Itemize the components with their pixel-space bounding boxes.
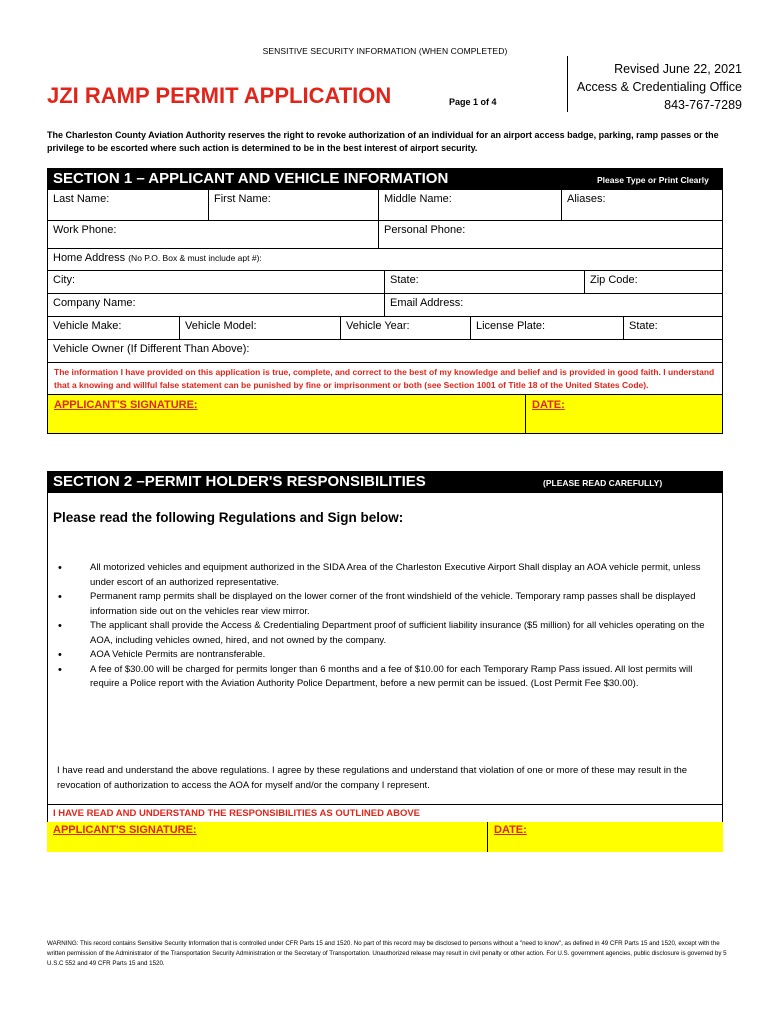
applicant-form bbox=[47, 190, 723, 434]
home-address-label: Home Address bbox=[53, 252, 126, 264]
email-field[interactable] bbox=[385, 294, 722, 316]
license-plate-field[interactable] bbox=[471, 317, 624, 339]
home-address-note: (No P.O. Box & must include apt #): bbox=[128, 253, 262, 263]
vehicle-year-field[interactable] bbox=[341, 317, 471, 339]
personal-phone-field[interactable] bbox=[379, 221, 722, 248]
office-name: Access & Credentialing Office bbox=[576, 80, 742, 94]
regulations-list bbox=[56, 561, 716, 692]
city-label: City: bbox=[53, 274, 75, 286]
sensitive-info-warning: WARNING: This record contains Sensitive Security Information that is controlled under CFR Parts 15 and 1520. No part of this record may be disclosed to persons without a "need to know", as defined in 49 CFR Parts 15 and 1520, except with the written permission of the Administrator of the Transportation Security Administration or the Secretary of Transportation. Unauthorized release may result in civil penalty or other action. For U.S. government agencies, public disclosure is governed by 5 U.S.C 552 and 49 CFR Parts 15 and 1520. bbox=[47, 940, 727, 967]
list-item: • A fee of $30.00 will be charged for permits longer than 6 months and a fee of $10.00 for each Temporary Ramp Pass issued. All lost permits will require a Police report with the Aviation Authority Police Department, before a new permit can be issued. (Lost Permit Fee $30.00). bbox=[56, 663, 716, 692]
certification-statement: The information I have provided on this application is true, complete, and correct to the best of my knowledge and belief and is provided in good faith. I understand that a knowing and willful false statement can be punished by fine or imprisonment or both (see Section 1001 of Title 18 of the United States Code). bbox=[48, 363, 722, 395]
section-1-title: SECTION 1 – APPLICANT AND VEHICLE INFORMATION bbox=[53, 170, 449, 187]
vehicle-owner-field[interactable] bbox=[48, 340, 722, 362]
state-label: State: bbox=[390, 274, 419, 286]
form-title: JZI RAMP PERMIT APPLICATION bbox=[47, 83, 392, 108]
plate-state-label: State: bbox=[629, 320, 658, 332]
signature-row bbox=[47, 822, 723, 852]
vehicle-year-label: Vehicle Year: bbox=[346, 320, 410, 332]
section-1-header bbox=[47, 168, 723, 190]
aliases-field[interactable] bbox=[562, 190, 722, 220]
license-plate-label: License Plate: bbox=[476, 320, 546, 332]
office-phone: 843-767-7289 bbox=[664, 98, 742, 112]
revision-date: Revised June 22, 2021 bbox=[614, 62, 742, 76]
city-field[interactable] bbox=[48, 271, 385, 293]
first-name-field[interactable] bbox=[209, 190, 379, 220]
page-number: Page 1 of 4 bbox=[449, 97, 497, 107]
aliases-label: Aliases: bbox=[567, 193, 606, 205]
middle-name-label: Middle Name: bbox=[384, 193, 452, 205]
acknowledgement-block bbox=[47, 804, 723, 852]
applicant-signature-field[interactable]: APPLICANT'S SIGNATURE: bbox=[48, 395, 526, 433]
home-address-field[interactable] bbox=[48, 249, 722, 270]
personal-phone-label: Personal Phone: bbox=[384, 224, 466, 236]
state-field[interactable] bbox=[385, 271, 585, 293]
list-item: • Permanent ramp permits shall be displayed on the lower corner of the front windshield of the vehicle. Temporary ramp passes shall be displayed information side out on the vehicles rear view mirror. bbox=[56, 590, 716, 619]
vehicle-model-label: Vehicle Model: bbox=[185, 320, 257, 332]
acknowledgement-text: I HAVE READ AND UNDERSTAND THE RESPONSIBILITIES AS OUTLINED ABOVE bbox=[53, 808, 421, 819]
list-item: • All motorized vehicles and equipment authorized in the SIDA Area of the Charleston Executive Airport Shall display an AOA vehicle permit, unless under escort of an authorized representative. bbox=[56, 561, 716, 590]
agreement-statement: I have read and understand the above regulations. I agree by these regulations and understand that violation of one or more of these may result in the revocation of authorization to access the AOA for myself and/or the company I represent. bbox=[57, 765, 688, 791]
signature-row bbox=[48, 395, 722, 433]
last-name-label: Last Name: bbox=[53, 193, 110, 205]
regulations-heading: Please read the following Regulations and Sign below: bbox=[53, 510, 404, 525]
vehicle-model-field[interactable] bbox=[180, 317, 341, 339]
list-item: • The applicant shall provide the Access & Credentialing Department proof of sufficient liability insurance ($5 million) for all vehicles operating on the AOA, including vehicles owned, hired, and not owned by the company. bbox=[56, 619, 716, 648]
date-field[interactable]: DATE: bbox=[532, 399, 565, 411]
middle-name-field[interactable] bbox=[379, 190, 562, 220]
date-field[interactable]: DATE: bbox=[494, 824, 527, 836]
work-phone-label: Work Phone: bbox=[53, 224, 117, 236]
company-name-field[interactable] bbox=[48, 294, 385, 316]
applicant-signature-field[interactable]: APPLICANT'S SIGNATURE: bbox=[47, 822, 488, 852]
last-name-field[interactable] bbox=[48, 190, 209, 220]
disclaimer: The Charleston County Aviation Authority reserves the right to revoke authorization of an individual for an airport access badge, parking, ramp passes or the privilege to be escorted where such action is determined to be in the best interest of airport security. bbox=[47, 130, 719, 153]
zip-code-field[interactable] bbox=[585, 271, 722, 293]
section-1-note: Please Type or Print Clearly bbox=[597, 175, 709, 185]
section-2-title: SECTION 2 –PERMIT HOLDER'S RESPONSIBILITIES bbox=[53, 473, 426, 490]
zip-code-label: Zip Code: bbox=[590, 274, 638, 286]
plate-state-field[interactable] bbox=[624, 317, 722, 339]
header-divider bbox=[567, 56, 568, 112]
sensitive-info-banner: SENSITIVE SECURITY INFORMATION (WHEN COMPLETED) bbox=[262, 46, 508, 56]
vehicle-make-label: Vehicle Make: bbox=[53, 320, 122, 332]
first-name-label: First Name: bbox=[214, 193, 271, 205]
vehicle-make-field[interactable] bbox=[48, 317, 180, 339]
section-2-note: (PLEASE READ CAREFULLY) bbox=[543, 478, 663, 488]
company-name-label: Company Name: bbox=[53, 297, 136, 309]
office-info bbox=[577, 60, 742, 114]
list-item: • AOA Vehicle Permits are nontransferable. bbox=[56, 648, 716, 663]
work-phone-field[interactable] bbox=[48, 221, 379, 248]
vehicle-owner-label: Vehicle Owner (If Different Than Above): bbox=[53, 343, 250, 355]
email-label: Email Address: bbox=[390, 297, 464, 309]
